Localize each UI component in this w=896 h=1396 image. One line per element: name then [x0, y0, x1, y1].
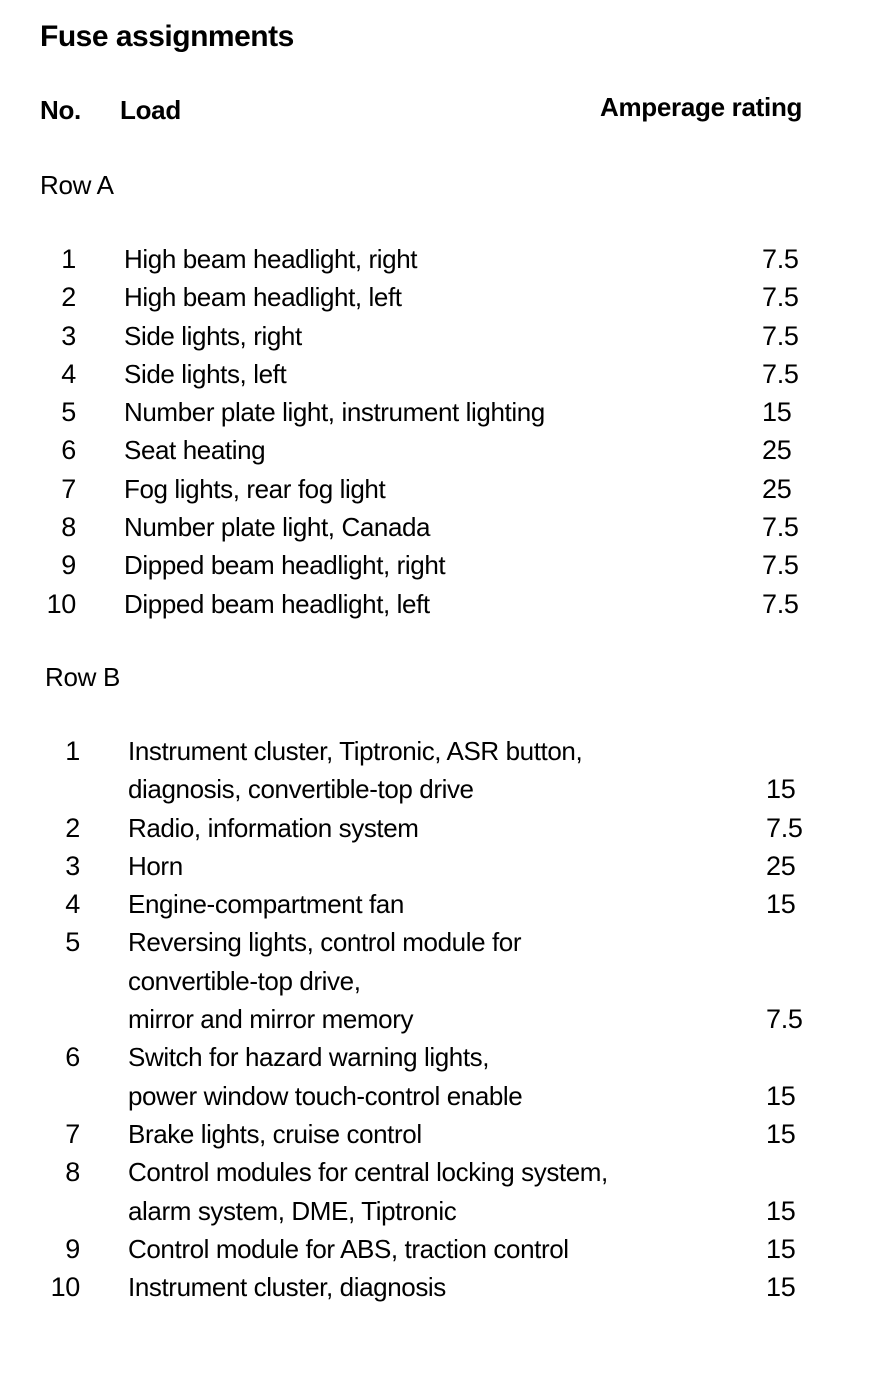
- fuse-number: 9: [61, 550, 76, 581]
- fuse-amperage: 7.5: [762, 512, 799, 543]
- fuse-number: 9: [65, 1233, 80, 1264]
- fuse-amperage: 7.5: [762, 282, 799, 313]
- fuse-load: Brake lights, cruise control: [128, 1118, 422, 1149]
- fuse-load: Side lights, right: [124, 320, 302, 351]
- fuse-number: 3: [65, 850, 80, 881]
- fuse-amperage: 25: [762, 435, 792, 466]
- fuse-number: 2: [61, 282, 76, 313]
- fuse-row: [0, 732, 896, 809]
- fuse-list-row-b: [0, 732, 896, 1306]
- fuse-row: [0, 431, 896, 469]
- fuse-number: 7: [65, 1118, 80, 1149]
- fuse-number: 5: [65, 927, 80, 958]
- fuse-row: [0, 1268, 896, 1306]
- fuse-load: Number plate light, instrument lighting: [124, 397, 545, 428]
- fuse-number: 8: [65, 1157, 80, 1188]
- fuse-row: [0, 1153, 896, 1230]
- fuse-row: [0, 508, 896, 546]
- fuse-load: Radio, information system: [128, 812, 419, 843]
- fuse-number: 3: [61, 320, 76, 351]
- fuse-amperage: 7.5: [762, 588, 799, 619]
- fuse-row: [0, 546, 896, 584]
- fuse-amperage: 15: [766, 1118, 796, 1149]
- page-title: Fuse assignments: [40, 20, 294, 53]
- fuse-amperage: 15: [766, 774, 796, 805]
- fuse-load: Fog lights, rear fog light: [124, 473, 386, 504]
- fuse-number: 2: [65, 812, 80, 843]
- fuse-amperage: 15: [766, 1233, 796, 1264]
- fuse-load: Seat heating: [124, 435, 266, 466]
- fuse-amperage: 7.5: [762, 244, 799, 274]
- fuse-number: 7: [61, 473, 76, 504]
- fuse-number: 6: [65, 1042, 80, 1073]
- fuse-row: [0, 1230, 896, 1268]
- fuse-amperage: 7.5: [762, 320, 799, 351]
- fuse-load: Control module for ABS, traction control: [128, 1233, 569, 1264]
- fuse-number: 4: [65, 889, 80, 920]
- fuse-row: [0, 1038, 896, 1115]
- fuse-number: 6: [61, 435, 76, 466]
- fuse-load: Dipped beam headlight, right: [124, 550, 446, 581]
- fuse-amperage: 15: [766, 889, 796, 920]
- fuse-amperage: 15: [766, 1272, 796, 1303]
- fuse-amperage: 7.5: [766, 1004, 803, 1035]
- fuse-load: High beam headlight, right: [124, 244, 418, 274]
- fuse-row: [0, 1115, 896, 1153]
- fuse-row: [0, 355, 896, 393]
- fuse-amperage: 25: [762, 473, 792, 504]
- fuse-number: 4: [61, 358, 76, 389]
- fuse-load: Control modules for central locking system, alarm system, DME, Tiptronic: [128, 1157, 608, 1226]
- fuse-amperage: 7.5: [762, 550, 799, 581]
- fuse-load: Instrument cluster, Tiptronic, ASR button, diagnosis, convertible-top drive: [128, 736, 583, 805]
- fuse-load: Reversing lights, control module for convertible-top drive, mirror and mirror memory: [128, 927, 522, 1035]
- fuse-row: [0, 923, 896, 1038]
- section-heading-row-b: Row B: [45, 662, 121, 692]
- fuse-load: Number plate light, Canada: [124, 512, 431, 543]
- fuse-number: 10: [50, 1272, 80, 1303]
- fuse-list-row-a: [0, 240, 896, 623]
- fuse-number: 5: [61, 397, 76, 428]
- fuse-load: High beam headlight, left: [124, 282, 402, 313]
- section-heading-row-a: Row A: [40, 170, 114, 200]
- fuse-number: 1: [65, 736, 80, 766]
- fuse-row: [0, 240, 896, 278]
- fuse-amperage: 25: [766, 850, 796, 881]
- fuse-amperage: 7.5: [762, 358, 799, 389]
- fuse-load: Switch for hazard warning lights, power window touch-control enable: [128, 1042, 523, 1111]
- fuse-amperage: 7.5: [766, 812, 803, 843]
- fuse-load: Engine-compartment fan: [128, 889, 404, 920]
- fuse-row: [0, 847, 896, 885]
- fuse-load: Side lights, left: [124, 358, 287, 389]
- fuse-amperage: 15: [766, 1080, 796, 1111]
- fuse-row: [0, 585, 896, 623]
- fuse-load: Dipped beam headlight, left: [124, 588, 430, 619]
- fuse-amperage: 15: [766, 1195, 796, 1226]
- column-header-no: No.: [40, 95, 81, 125]
- fuse-number: 10: [46, 588, 76, 619]
- column-header-load: Load: [120, 95, 181, 125]
- fuse-number: 8: [61, 512, 76, 543]
- fuse-row: [0, 278, 896, 316]
- fuse-row: [0, 317, 896, 355]
- column-header-amperage: Amperage rating: [600, 92, 803, 122]
- fuse-load: Instrument cluster, diagnosis: [128, 1272, 446, 1303]
- fuse-row: [0, 885, 896, 923]
- fuse-row: [0, 393, 896, 431]
- fuse-row: [0, 470, 896, 508]
- fuse-load: Horn: [128, 850, 183, 881]
- fuse-row: [0, 809, 896, 847]
- fuse-amperage: 15: [762, 397, 792, 428]
- fuse-number: 1: [61, 244, 76, 274]
